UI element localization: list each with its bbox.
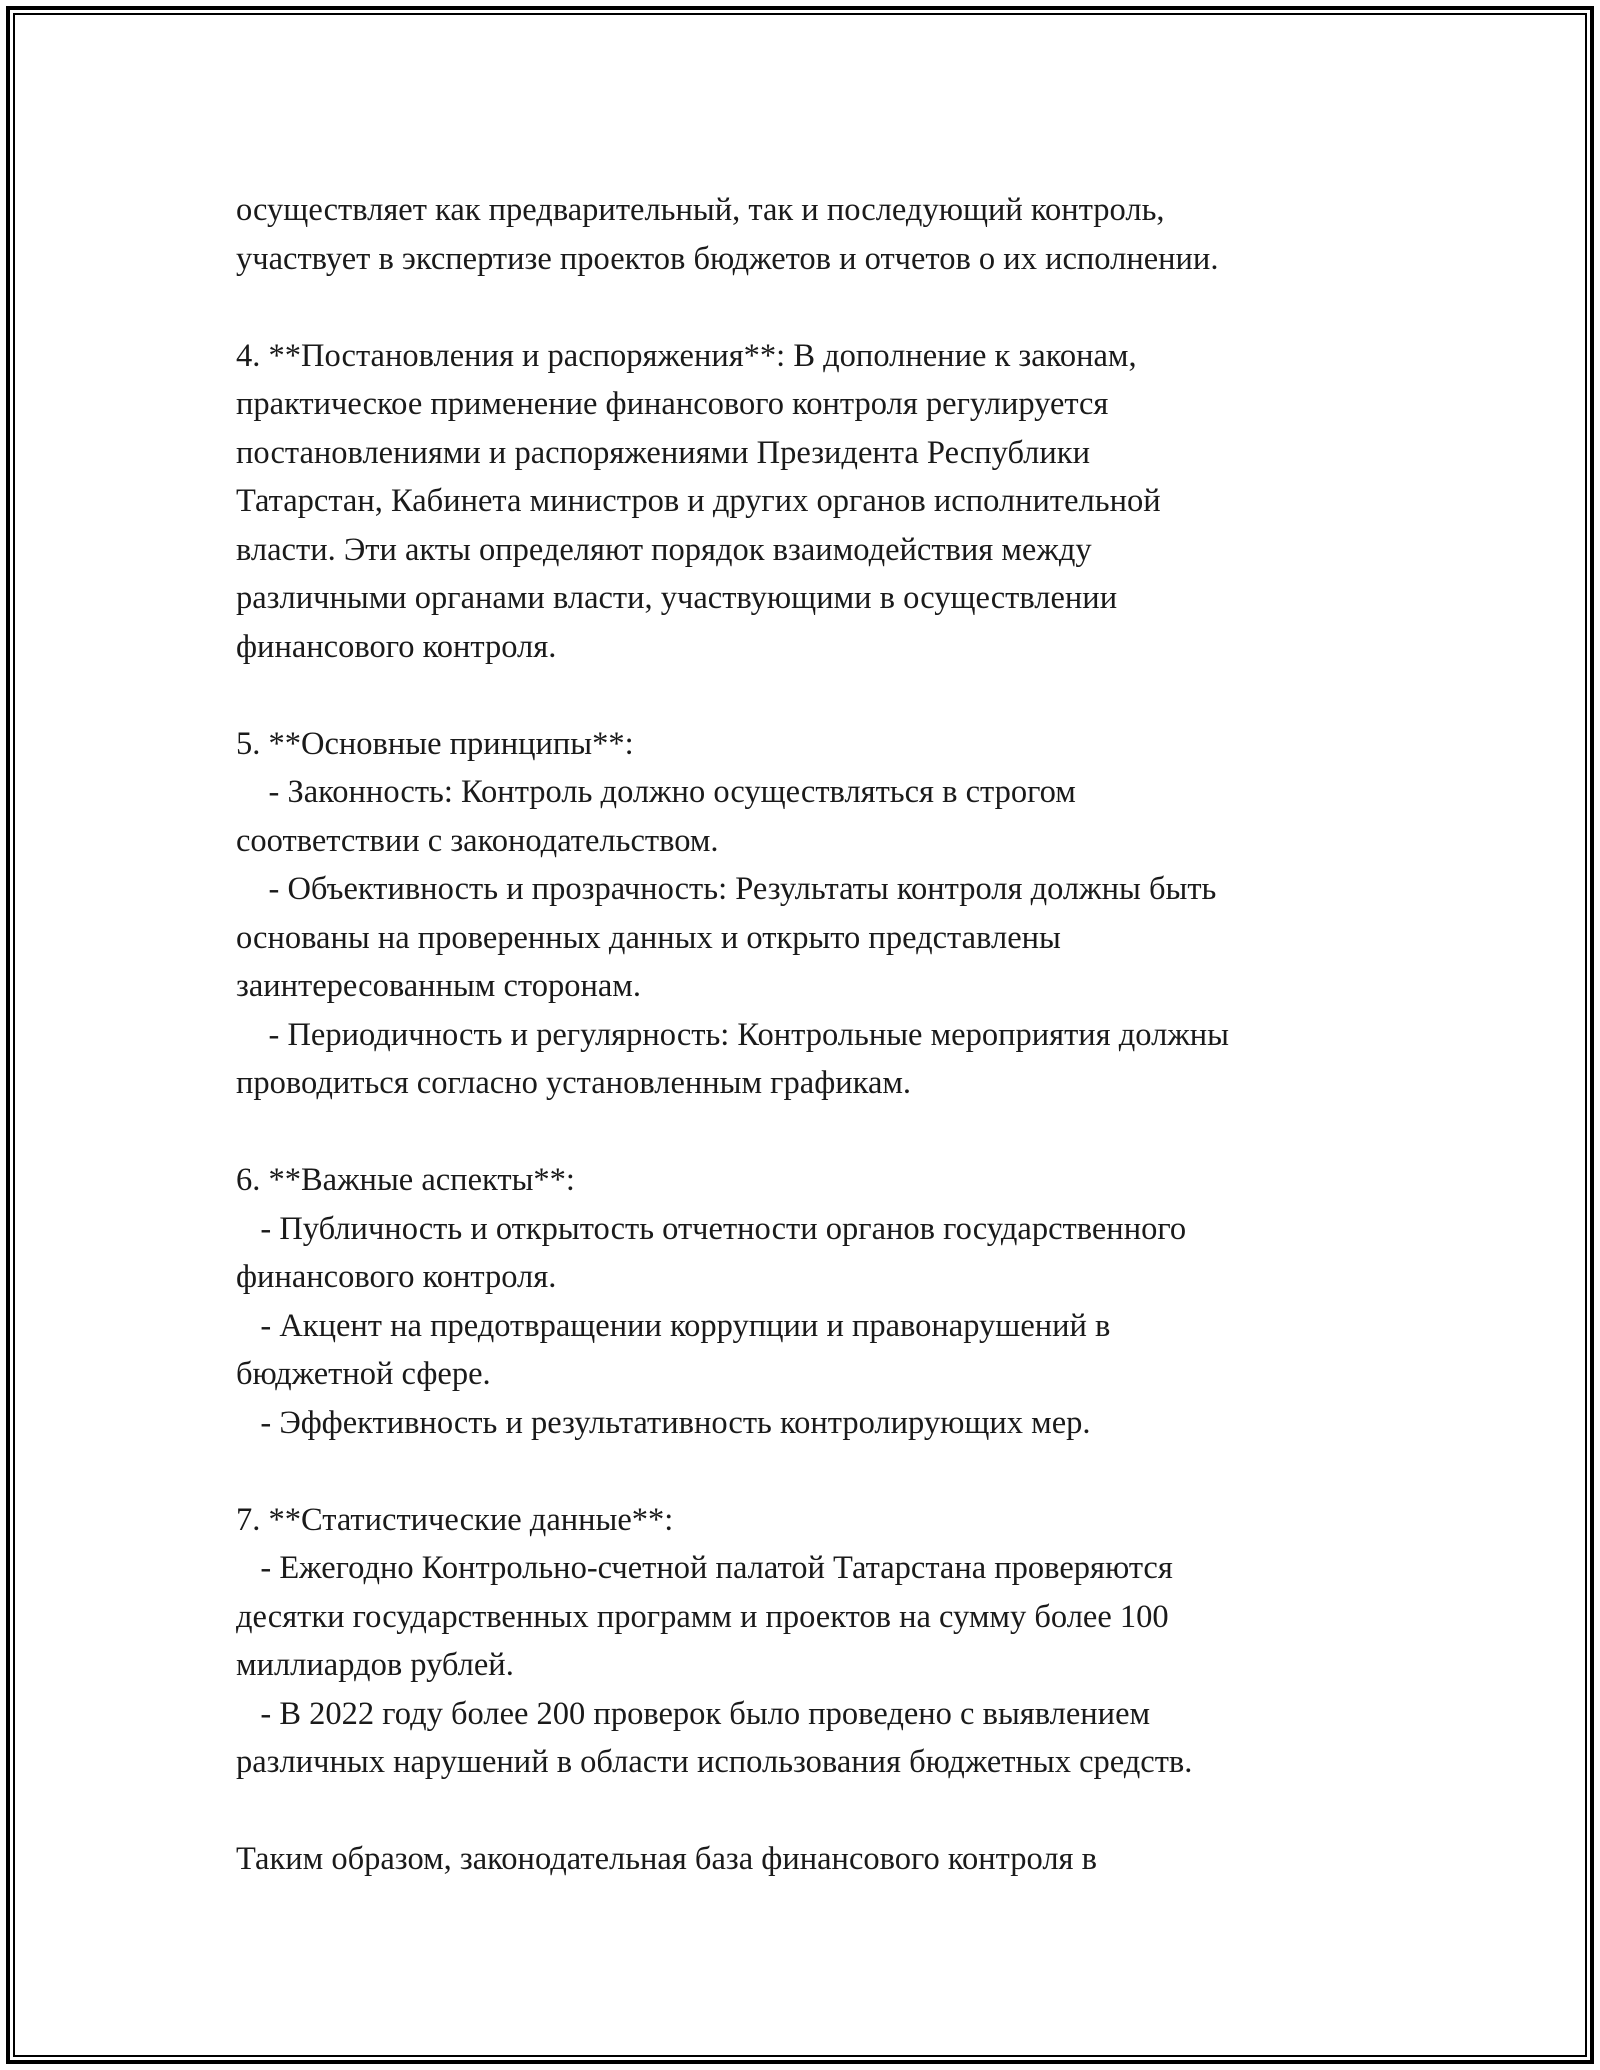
text-line: финансового контроля. <box>236 628 557 665</box>
list-item-line: - Публичность и открытость отчетности органов государственного <box>236 1210 1187 1247</box>
text-line: десятки государственных программ и проектов на сумму более 100 <box>236 1598 1169 1635</box>
list-item-line: - В 2022 году более 200 проверок было проведено с выявлением <box>236 1695 1151 1732</box>
text-line: Таким образом, законодательная база финансового контроля в <box>236 1841 1097 1877</box>
section-heading-line: 4. **Постановления и распоряжения**: В дополнение к законам, <box>236 337 1137 374</box>
paragraph-gap <box>236 1108 1396 1157</box>
section-heading-line: 6. **Важные аспекты**: <box>236 1162 575 1198</box>
paragraph-continuation <box>236 186 1396 283</box>
paragraph-gap <box>236 283 1396 332</box>
text-line: соответствии с законодательством. <box>236 822 719 859</box>
paragraph-gap <box>236 671 1396 720</box>
document-body <box>236 186 1396 1884</box>
section-5-principles <box>236 720 1396 1108</box>
text-line: участвует в экспертизе проектов бюджетов и отчетов о их исполнении. <box>236 240 1219 277</box>
text-line: различными органами власти, участвующими в осуществлении <box>236 580 1118 616</box>
text-line: практическое применение финансового контроля регулируется <box>236 386 1109 422</box>
list-item-line: - Объективность и прозрачность: Результаты контроля должны быть <box>236 871 1217 907</box>
list-item-line: - Периодичность и регулярность: Контрольные мероприятия должны <box>236 1016 1230 1053</box>
section-4-postanovleniya <box>236 332 1396 672</box>
text-line: власти. Эти акты определяют порядок взаимодействия между <box>236 531 1092 568</box>
section-7-statistics <box>236 1496 1396 1787</box>
text-line: финансового контроля. <box>236 1259 557 1295</box>
text-line: постановлениями и распоряжениями Президента Республики <box>236 434 1090 471</box>
section-heading-line: 7. **Статистические данные**: <box>236 1501 674 1538</box>
text-line: заинтересованным сторонам. <box>236 968 641 1004</box>
list-item-line: - Акцент на предотвращении коррупции и правонарушений в <box>236 1307 1111 1344</box>
text-line: миллиардов рублей. <box>236 1647 514 1683</box>
section-heading-line: 5. **Основные принципы**: <box>236 725 634 762</box>
list-item-line: - Ежегодно Контрольно-счетной палатой Татарстана проверяются <box>236 1550 1173 1586</box>
conclusion-paragraph <box>236 1835 1396 1884</box>
text-line: Татарстан, Кабинета министров и других органов исполнительной <box>236 483 1161 519</box>
text-line: осуществляет как предварительный, так и последующий контроль, <box>236 192 1165 228</box>
text-line: бюджетной сфере. <box>236 1356 491 1392</box>
paragraph-gap <box>236 1447 1396 1496</box>
text-line: основаны на проверенных данных и открыто представлены <box>236 919 1061 956</box>
text-line: проводиться согласно установленным графикам. <box>236 1065 912 1101</box>
list-item-line: - Эффективность и результативность контролирующих мер. <box>236 1404 1091 1441</box>
section-6-aspects <box>236 1156 1396 1447</box>
list-item-line: - Законность: Контроль должно осуществляться в строгом <box>236 774 1076 810</box>
paragraph-gap <box>236 1787 1396 1836</box>
text-line: различных нарушений в области использования бюджетных средств. <box>236 1744 1193 1780</box>
